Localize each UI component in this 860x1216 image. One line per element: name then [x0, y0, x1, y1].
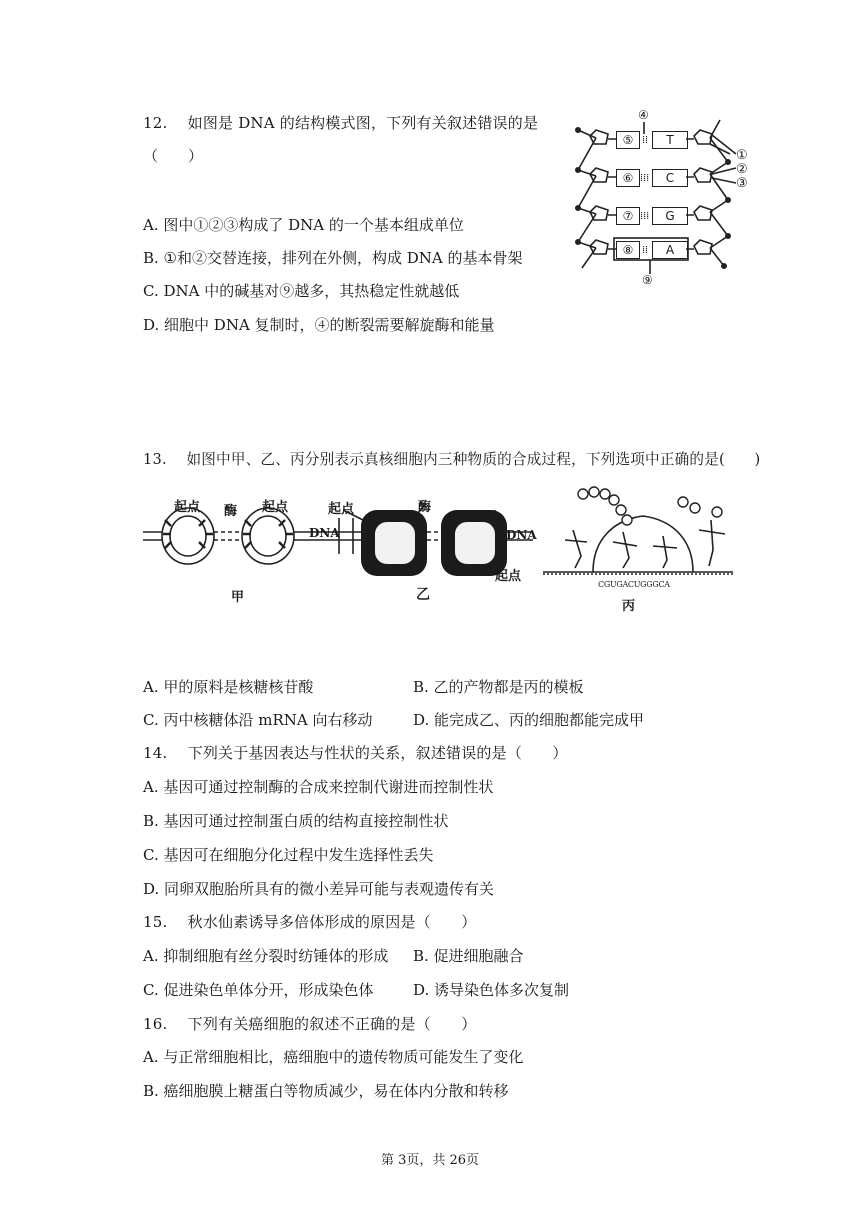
q12-paren: （ ） [143, 147, 204, 165]
dna-pair-number: ⑦ [616, 207, 640, 225]
q12-option-d: D. 细胞中 DNA 复制时，④的断裂需要解旋酶和能量 [143, 316, 495, 334]
q13-option-c: C. 丙中核糖体沿 mRNA 向右移动 [143, 711, 373, 729]
q14-option-c: C. 基因可在细胞分化过程中发生选择性丢失 [143, 846, 434, 864]
q15-option-d: D. 诱导染色体多次复制 [413, 981, 570, 999]
hydrogen-bond-icon: ⁞⁞⁞ [640, 209, 650, 222]
q15-stem: 15. 秋水仙素诱导多倍体形成的原因是（ ） [143, 913, 477, 931]
callout-label-1: ① [736, 148, 748, 163]
dna-pair-row-1 [616, 131, 690, 149]
callout-label-9: ⑨ [642, 273, 653, 287]
q13-option-a: A. 甲的原料是核糖核苷酸 [143, 678, 314, 696]
bing-caption: 丙 [622, 599, 636, 614]
jia-origin-label-2: 起点 [262, 500, 289, 515]
q16-option-b: B. 癌细胞膜上糖蛋白等物质减少，易在体内分散和转移 [143, 1082, 509, 1100]
hydrogen-bond-icon: ⁞⁞⁞ [640, 171, 650, 184]
callout-label-2: ② [736, 162, 748, 177]
dna-pair-number: ⑤ [616, 131, 640, 149]
q14-option-d: D. 同卵双胞胎所具有的微小差异可能与表观遗传有关 [143, 880, 495, 898]
q15-option-a: A. 抑制细胞有丝分裂时纺锤体的形成 [143, 947, 389, 965]
q12-option-c: C. DNA 中的碱基对⑨越多，其热稳定性就越低 [143, 282, 460, 300]
jia-origin-label-1: 起点 [174, 500, 201, 515]
dna-base-letter: A [652, 241, 688, 259]
q14-stem: 14. 下列关于基因表达与性状的关系，叙述错误的是（ ） [143, 744, 568, 762]
q14-option-a: A. 基因可通过控制酶的合成来控制代谢进而控制性状 [143, 778, 494, 796]
hydrogen-bond-icon: ⁞⁞ [642, 243, 649, 256]
dna-pair-row-3 [616, 207, 690, 225]
dna-pair-row-2 [616, 169, 690, 187]
bing-mrna-sequence: CGUGACUGGGCA [598, 580, 670, 589]
q14-option-b: B. 基因可通过控制蛋白质的结构直接控制性状 [143, 812, 449, 830]
dna-base-letter: T [652, 131, 688, 149]
yi-dna-left-label: DNA [309, 526, 340, 540]
dna-base-letter: C [652, 169, 688, 187]
jia-enzyme-label: 酶 [224, 504, 238, 519]
q13-option-b: B. 乙的产物都是丙的模板 [413, 678, 584, 696]
dna-pair-number: ⑧ [616, 241, 640, 259]
q16-stem: 16. 下列有关癌细胞的叙述不正确的是（ ） [143, 1015, 477, 1033]
yi-caption: 乙 [416, 587, 430, 603]
page-footer: 第 3页，共 26页 [380, 1153, 480, 1168]
yi-dna-right-label: DNA [506, 528, 537, 542]
callout-label-4: ④ [638, 108, 649, 122]
q13-option-d: D. 能完成乙、丙的细胞都能完成甲 [413, 711, 645, 729]
q12-stem: 12. 如图是 DNA 的结构模式图，下列有关叙述错误的是 [143, 114, 539, 132]
yi-origin-top-label: 起点 [328, 502, 355, 517]
dna-pair-row-4 [616, 241, 690, 259]
callout-label-3: ③ [736, 176, 748, 191]
q16-option-a: A. 与正常细胞相比，癌细胞中的遗传物质可能发生了变化 [143, 1048, 524, 1066]
q15-option-b: B. 促进细胞融合 [413, 947, 524, 965]
q12-option-b: B. ①和②交替连接，排列在外侧，构成 DNA 的基本骨架 [143, 249, 523, 267]
yi-enzyme-label: 酶 [418, 500, 432, 515]
q12-option-a: A. 图中①②③构成了 DNA 的一个基本组成单位 [143, 216, 464, 234]
hydrogen-bond-icon: ⁞⁞ [642, 133, 649, 146]
q15-option-c: C. 促进染色单体分开，形成染色体 [143, 981, 374, 999]
q13-stem: 13. 如图中甲、乙、丙分别表示真核细胞内三种物质的合成过程，下列选项中正确的是( ) [143, 451, 761, 468]
dna-base-letter: G [652, 207, 688, 225]
yi-origin-bottom-label: 起点 [495, 569, 522, 584]
dna-pair-number: ⑥ [616, 169, 640, 187]
jia-caption: 甲 [231, 590, 245, 605]
